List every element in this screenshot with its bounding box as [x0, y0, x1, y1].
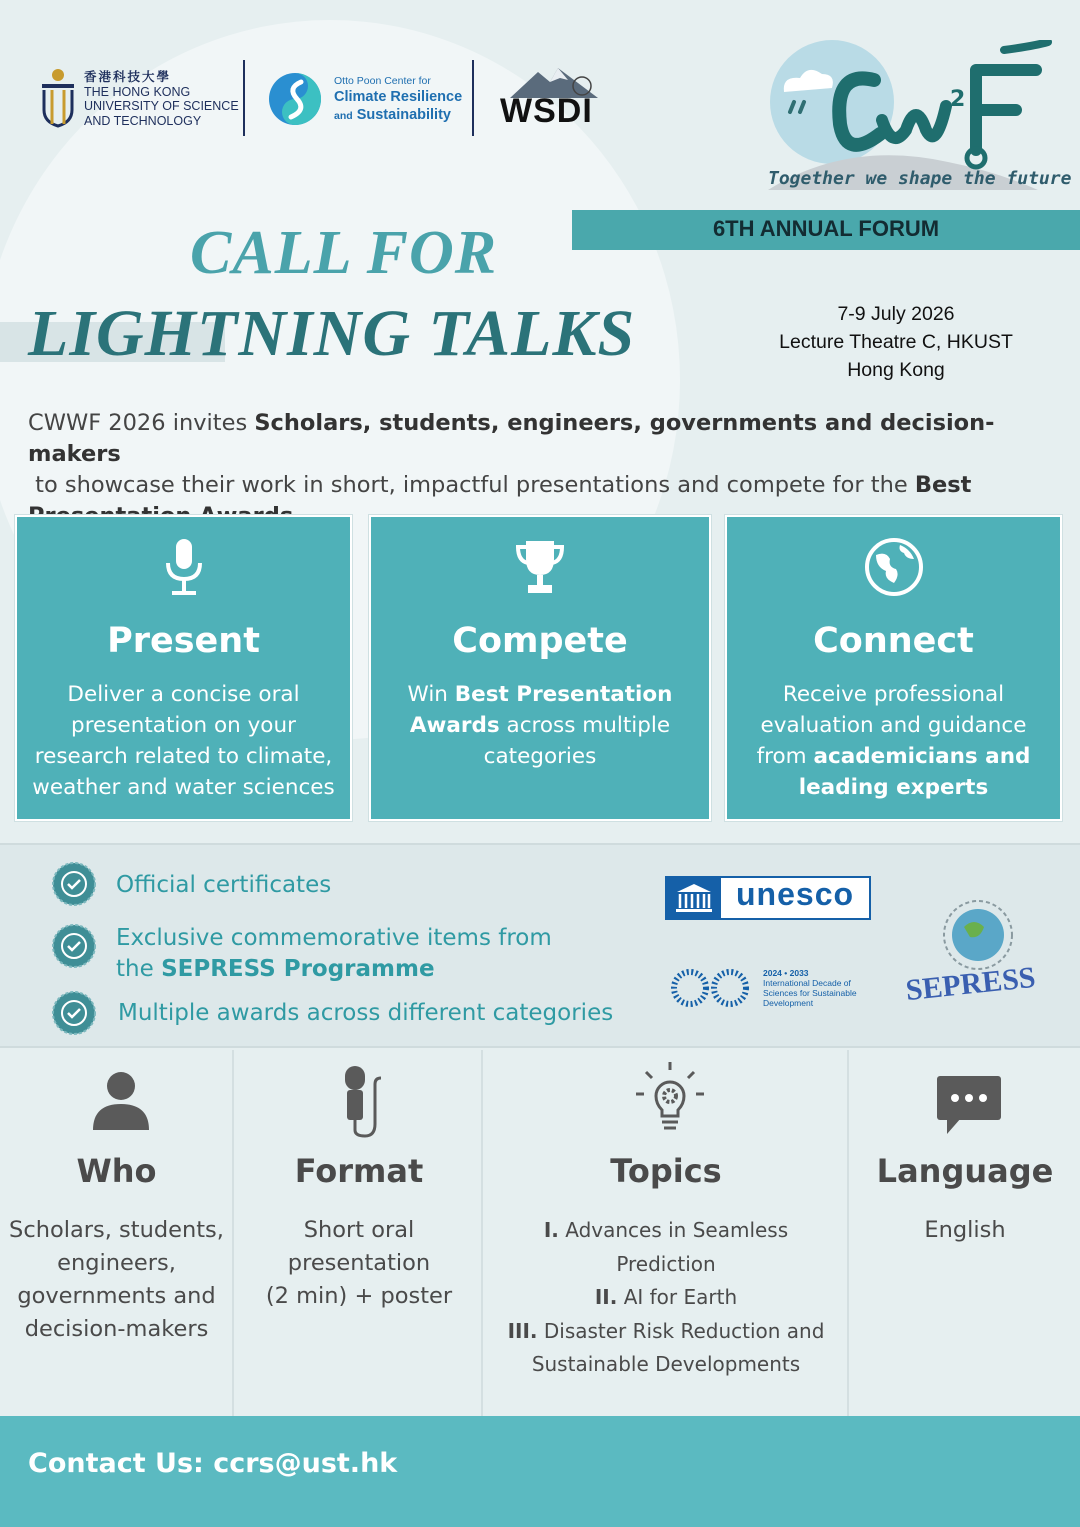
event-city: Hong Kong [847, 359, 945, 381]
microphone-icon [337, 1064, 385, 1138]
chat-bubble-icon [935, 1074, 1003, 1136]
event-venue: Lecture Theatre C, HKUST [779, 331, 1013, 353]
topic-item: II. AI for Earth [594, 1285, 738, 1309]
info-body: Short oral presentation (2 min) + poster [265, 1217, 453, 1309]
info-topics [484, 1050, 848, 1418]
title-line-2: LIGHTNING TALKS [28, 297, 636, 370]
topic-item: III. Disaster Risk Reduction and [507, 1318, 825, 1343]
card-compete [369, 515, 711, 821]
benefit-3: Multiple awards across different categories [118, 1000, 614, 1026]
check-badge-icon [52, 924, 96, 968]
decade-logo-icon [668, 966, 756, 1010]
card-present [15, 515, 352, 821]
sepress-logo-text: SEPRESS [904, 960, 1037, 1008]
column-divider [481, 1050, 483, 1418]
info-format [235, 1050, 483, 1418]
logo-divider [472, 60, 474, 136]
intro-paragraph: CWWF 2026 invites Scholars, students, engineers, governments and decision-makers to showcase their work in short, impactful presentations and compete for the Best [28, 410, 995, 498]
info-heading: Topics [610, 1152, 722, 1190]
unesco-logo-text: unesco [736, 876, 855, 912]
hkust-logo-text: 香港科技大學 THE HONG KONG UNIVERSITY OF SCIENCE AND TECHNOLOGY [84, 70, 239, 128]
benefit-1: Official certificates [116, 872, 332, 898]
contact-email[interactable]: Contact Us: ccrs@ust.hk [28, 1448, 398, 1479]
title-line-1: CALL FOR [190, 219, 498, 287]
event-info [720, 300, 1072, 384]
svg-text:2: 2 [950, 87, 966, 112]
forum-label: 6TH ANNUAL FORUM [712, 216, 940, 241]
card-title: Compete [452, 621, 628, 661]
info-body: English [924, 1217, 1006, 1243]
info-body: I. Advances in Seamless Prediction II. AI for Earth III. Disaster Risk Reduction and Sustainable Developments [484, 1214, 848, 1382]
event-date: 7-9 July 2026 [837, 303, 955, 325]
card-title: Connect [813, 621, 974, 661]
info-heading: Language [876, 1152, 1054, 1190]
topic-item: I. Advances in Seamless [543, 1218, 789, 1242]
wsdi-logo-text: WSDI [500, 92, 593, 130]
card-description: Win Best Presentation Awards across multiple categories [407, 682, 673, 769]
column-divider [232, 1050, 234, 1418]
info-body: Scholars, students, engineers, governments and decision-makers [9, 1217, 224, 1342]
sepress-logo-icon [900, 893, 1050, 1013]
lightbulb-gear-icon [634, 1060, 706, 1136]
person-icon [89, 1068, 153, 1132]
temple-icon [667, 878, 721, 918]
check-badge-icon [52, 862, 96, 906]
info-who [0, 1050, 233, 1418]
microphone-icon [152, 535, 216, 599]
column-divider [847, 1050, 849, 1418]
logo-divider [243, 60, 245, 136]
hkust-logo-icon [40, 68, 76, 128]
card-description: Deliver a concise oral presentation on your research related to climate, weather and water sciences [32, 682, 335, 800]
cwwf-tagline: Together we shape the future [768, 168, 1072, 189]
decade-logo-text: 2024 • 2033 International Decade of Sciences for Sustainable Development [763, 968, 857, 1008]
benefit-2: Exclusive commemorative items from the SEPRESS Programme [116, 925, 552, 982]
info-heading: Who [76, 1152, 157, 1190]
trophy-icon [508, 535, 572, 599]
info-language [850, 1050, 1080, 1418]
otto-poon-logo-icon [268, 72, 322, 126]
info-heading: Format [294, 1152, 424, 1190]
card-title: Present [107, 621, 260, 661]
globe-icon [862, 535, 926, 599]
card-connect [725, 515, 1062, 821]
check-badge-icon [52, 991, 96, 1035]
otto-poon-logo-text: Otto Poon Center for Climate Resilience and Sustainability [334, 75, 463, 123]
card-description: Receive professional evaluation and guidance from academicians and leading experts [756, 682, 1031, 800]
